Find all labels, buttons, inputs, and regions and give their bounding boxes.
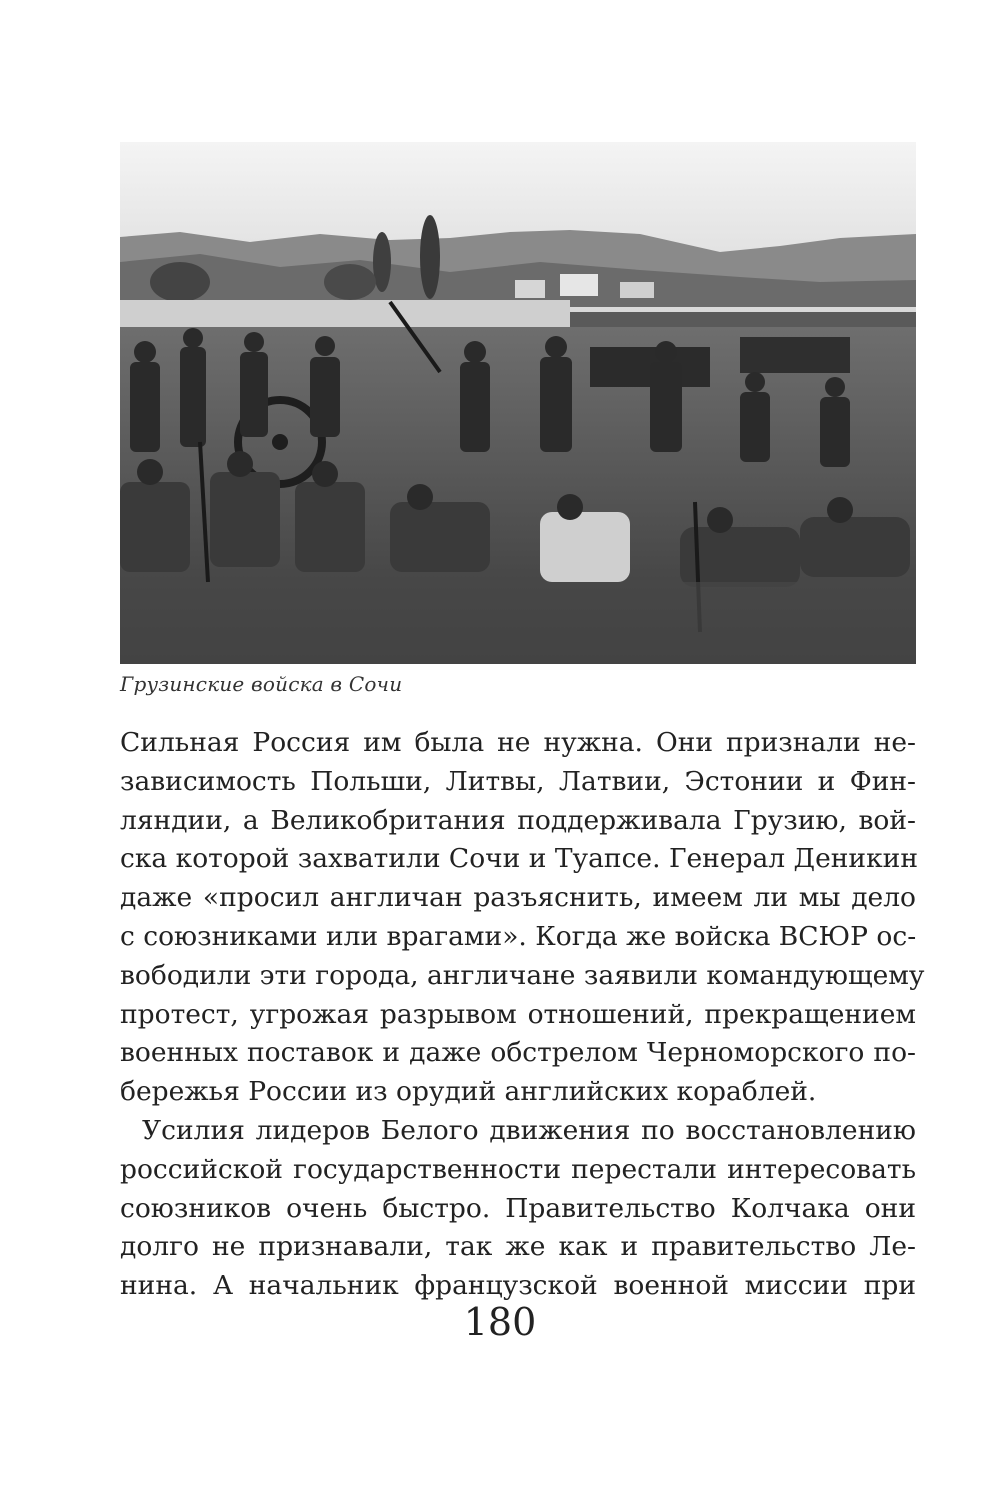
text-line: бережья России из орудий английских кораблей. (120, 1076, 817, 1108)
text-line: Сильная Россия им была не нужна. Они признали не- (120, 727, 916, 758)
cannon-hub (272, 434, 288, 450)
text-line: нина. А начальник французской военной миссии при (120, 1270, 916, 1302)
photo-illustration (120, 142, 916, 664)
house (560, 274, 598, 296)
grass-foreground (120, 582, 916, 664)
fence (120, 300, 570, 328)
text-line: Усилия лидеров Белого движения по восстановлению (142, 1114, 916, 1146)
house (515, 280, 545, 298)
tree (324, 264, 376, 300)
text-line: даже «просил англичан разъяснить, имеем ли мы дело (120, 882, 916, 914)
poplar-tree (420, 215, 440, 299)
wagon (740, 337, 850, 373)
text-line: долго не признавали, так же как и правительство Ле- (120, 1231, 916, 1263)
text-line: военных поставок и даже обстрелом Черноморского по- (120, 1037, 916, 1069)
text-line: вободили эти города, англичане заявили командующему (120, 959, 925, 991)
text-line: российской государственности перестали интересовать (120, 1153, 916, 1185)
text-line: союзников очень быстро. Правительство Колчака они (120, 1192, 916, 1224)
photograph-georgian-troops (120, 142, 916, 664)
tree (150, 262, 210, 302)
text-line: с союзниками или врагами». Когда же войска ВСЮР ос- (120, 920, 917, 952)
text-line: ляндии, а Великобритания поддерживала Грузию, вой- (120, 804, 916, 836)
figure-caption: Грузинские войска в Сочи (120, 672, 403, 696)
page-number: 180 (463, 1300, 537, 1344)
body-text (120, 724, 925, 1306)
text-line: ска которой захватили Сочи и Туапсе. Генерал Деникин (120, 843, 918, 875)
text-line: протест, угрожая разрывом отношений, прекращением (120, 998, 916, 1030)
house (620, 282, 654, 298)
text-line: зависимость Польши, Литвы, Латвии, Эстонии и Фин- (120, 765, 916, 797)
